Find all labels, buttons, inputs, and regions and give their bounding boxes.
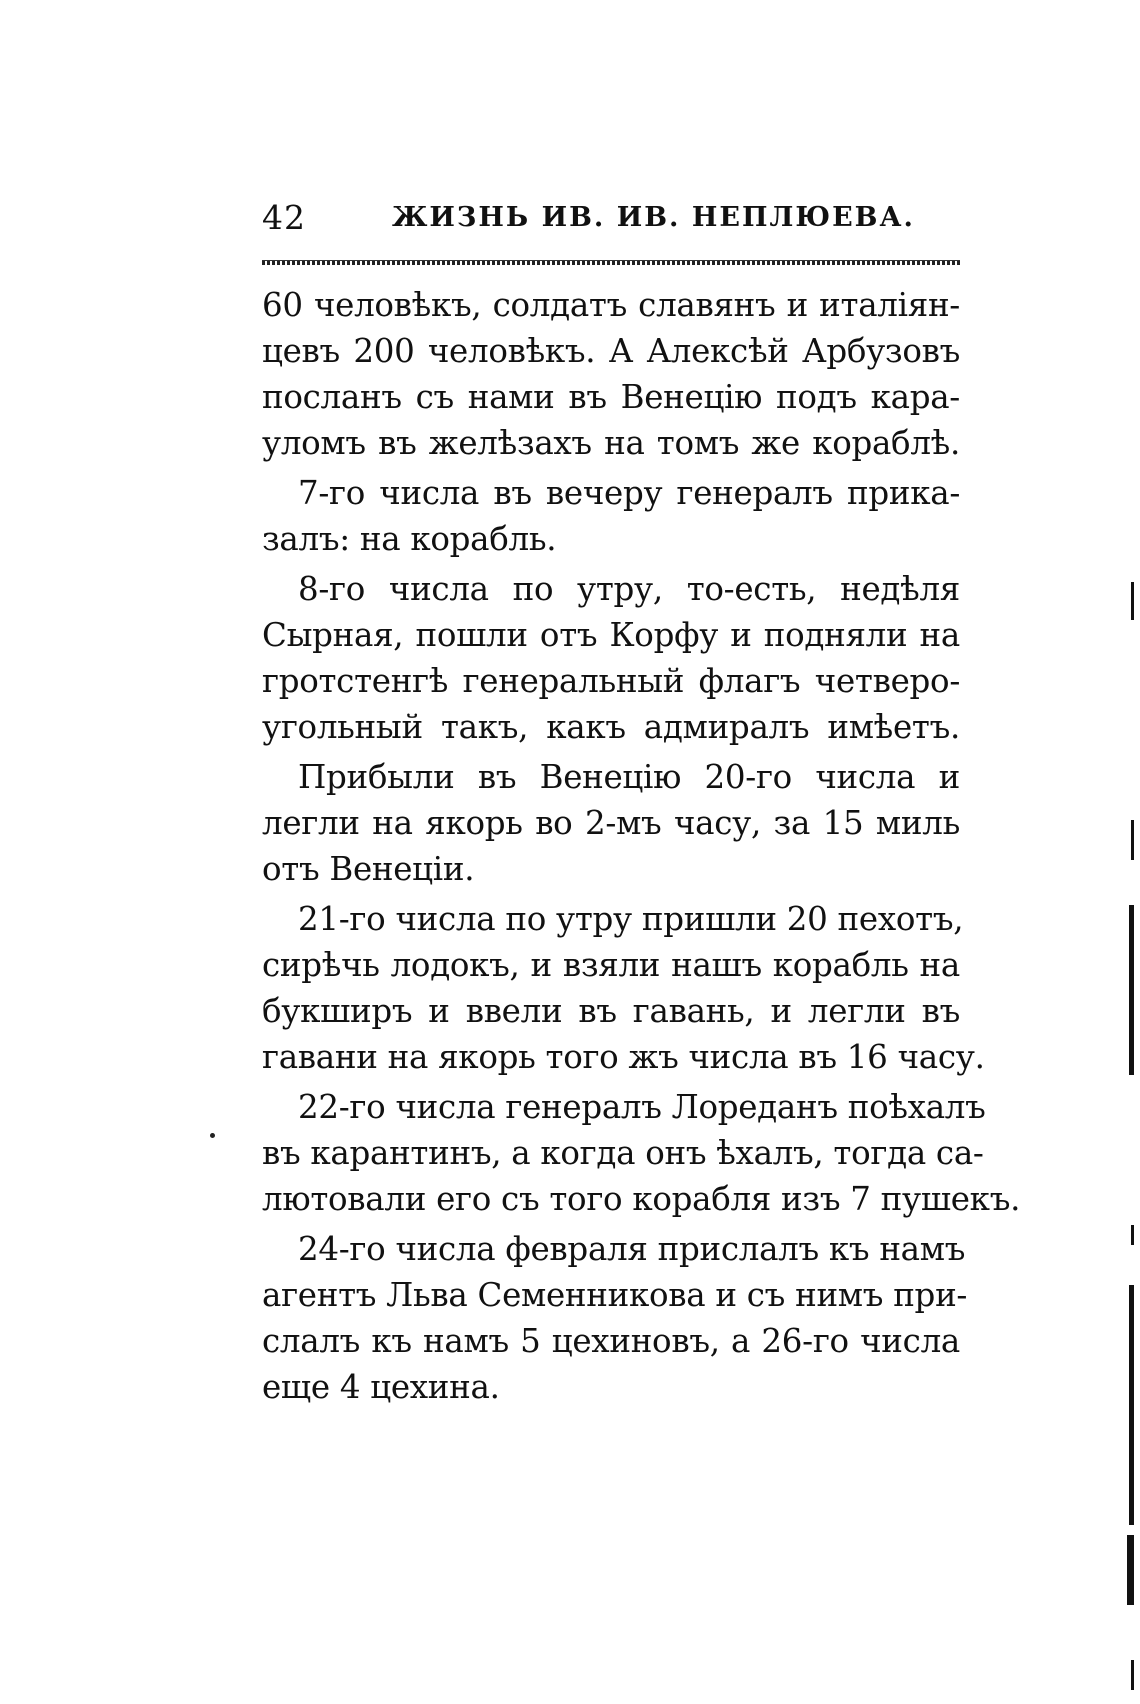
paragraph-2	[262, 470, 960, 562]
text-line: Сырная, пошли отъ Корфу и подняли на	[262, 616, 960, 654]
paragraph-4	[262, 754, 960, 892]
paragraph-7	[262, 1226, 968, 1410]
text-line: букширъ и ввели въ гавань, и легли въ	[262, 992, 960, 1030]
body-text	[262, 282, 1021, 1414]
running-title: ЖИЗНЬ ИВ. ИВ. НЕПЛЮЕВА.	[392, 202, 915, 233]
scan-edge-mark	[1129, 1285, 1134, 1525]
text-line: гавани на якорь того жъ числа въ 16 часу.	[262, 1038, 985, 1076]
text-line: 21-го числа по утру пришли 20 пехотъ,	[298, 900, 964, 938]
scan-edge-mark	[1129, 905, 1134, 1075]
page-number: 42	[262, 198, 306, 237]
text-line: 8-го числа по утру, то-есть, недѣля	[298, 570, 960, 608]
scan-edge-mark	[1131, 582, 1134, 620]
paragraph-1	[262, 282, 960, 466]
text-line: отъ Венеціи.	[262, 850, 475, 888]
text-line: сирѣчь лодокъ, и взяли нашъ корабль на	[262, 946, 960, 984]
text-line: 24-го числа февраля прислалъ къ намъ	[298, 1230, 966, 1268]
text-line: еще 4 цехина.	[262, 1368, 500, 1406]
text-line: посланъ съ нами въ Венецію подъ кара-	[262, 378, 960, 416]
text-line: цевъ 200 человѣкъ. А Алексѣй Арбузовъ	[262, 332, 960, 370]
text-line: агентъ Льва Семенникова и съ нимъ при-	[262, 1276, 968, 1314]
text-line: Прибыли въ Венецію 20-го числа и	[298, 758, 960, 796]
text-line: 7-го числа въ вечеру генералъ прика-	[298, 474, 960, 512]
scan-edge-mark	[1131, 1225, 1134, 1245]
text-line: легли на якорь во 2-мъ часу, за 15 миль	[262, 804, 960, 842]
text-line: 60 человѣкъ, солдатъ славянъ и италіян-	[262, 286, 960, 324]
header-rule	[262, 260, 960, 265]
text-line: залъ: на корабль.	[262, 520, 557, 558]
paragraph-3	[262, 566, 960, 750]
scan-edge-mark	[1131, 820, 1134, 860]
text-line: 22-го числа генералъ Лореданъ поѣхалъ	[298, 1088, 986, 1126]
text-line: гротстенгѣ генеральный флагъ четверо-	[262, 662, 960, 700]
text-line: въ карантинъ, а когда онъ ѣхалъ, тогда са-	[262, 1134, 984, 1172]
scan-edge-mark	[1131, 1660, 1134, 1690]
running-head	[262, 198, 960, 250]
text-line: лютовали его съ того корабля изъ 7 пушекъ.	[262, 1180, 1021, 1218]
scan-edge-mark	[1127, 1535, 1134, 1605]
paragraph-6	[262, 1084, 1021, 1222]
text-line: угольный такъ, какъ адмиралъ имѣетъ.	[262, 708, 960, 746]
stray-dot	[210, 1133, 215, 1138]
text-line: уломъ въ желѣзахъ на томъ же кораблѣ.	[262, 424, 960, 462]
paragraph-5	[262, 896, 985, 1080]
text-line: слалъ къ намъ 5 цехиновъ, а 26-го числа	[262, 1322, 960, 1360]
